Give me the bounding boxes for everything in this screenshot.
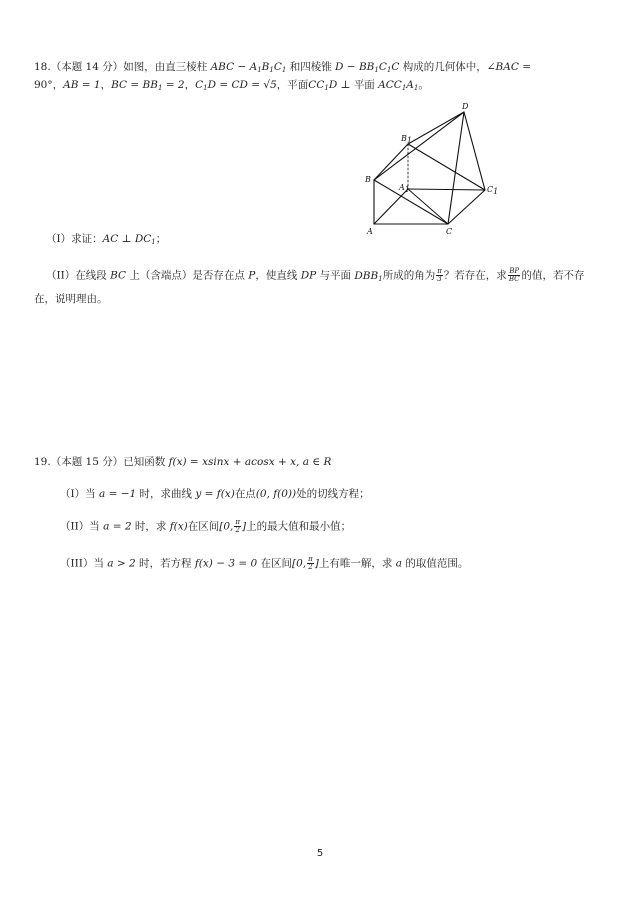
q18-part2-line-2: 在，说明理由。: [34, 293, 108, 305]
q18-part2-plane: $DBB_1$: [354, 269, 383, 283]
page-number: 5: [316, 848, 324, 859]
q19-function: f(x) = xsinx + acosx + x, a ∈ R: [168, 456, 332, 468]
q19-part3-label: （III）当: [60, 557, 108, 570]
q18-text: 90°，: [34, 79, 64, 91]
fraction-pi-3: $\frac{\pi}{3}$: [437, 267, 442, 283]
label-C: C: [446, 227, 453, 236]
q19-part2-label: （II）当: [60, 520, 104, 533]
q18-ab: AB = 1: [63, 79, 101, 91]
geometry-figure: [360, 100, 500, 240]
q19-number: 19.: [34, 456, 51, 468]
label-B1: B1: [401, 134, 412, 145]
q18-pyramid: $D - BB_1C_1C$: [335, 61, 400, 74]
q19-part2: （II）当 a = 2 时，求 f(x)在区间[0, $\frac{\pi}{2}$ ]上的最大值和最小值；: [60, 518, 352, 534]
q18-part1: （I）求证：AC ⊥ $DC_1$；: [46, 233, 167, 246]
q19-part3: （III）当 a > 2 时，若方程 f(x) − 3 = 0 在区间[0, $\frac{\pi}{2}$ ]上有唯一解，求 a 的取值范围。: [60, 555, 469, 571]
label-D: D: [462, 102, 469, 111]
q19-part1: （I）当 a = −1 时，求曲线 y = f(x)在点(0, f(0))处的切线方程；: [60, 488, 370, 500]
edge-DC: [448, 112, 464, 224]
q18-text: 构成的几何体中，: [399, 61, 487, 73]
edge-AA1: [374, 189, 408, 224]
q18-number: 18.: [34, 61, 51, 73]
q18-prism: ABC − $A_1B_1C_1$: [210, 61, 287, 74]
q18-angle: ∠BAC =: [486, 61, 532, 73]
edge-BB1: [374, 144, 408, 180]
edge-BC: [374, 180, 448, 224]
q18-score: （本题 14 分）: [50, 61, 124, 73]
edge-CC1: [448, 190, 485, 224]
q18-bc: BC = $BB_1 = 2$: [111, 79, 185, 92]
edge-DC1: [464, 112, 485, 190]
q19-score: （本题 15 分）: [50, 456, 124, 468]
q18-plane2: $ACC_1A_1$: [378, 79, 419, 92]
q18-part1-label: （I）求证：: [46, 233, 103, 245]
q18-text: 和四棱锥: [286, 61, 336, 73]
q18-text: 如图，由直三棱柱: [123, 61, 211, 73]
fraction-pi-2: $\frac{\pi}{2}$: [308, 555, 313, 571]
q18-c1d: $C_1D$ = CD = √5: [195, 79, 277, 92]
q18-part2-label: （II）在线段: [46, 269, 111, 282]
label-A1: A1: [399, 183, 410, 194]
label-A: A: [367, 227, 373, 236]
q19-line-1: 19.（本题 15 分）已知函数 f(x) = xsinx + acosx + x, a ∈ R: [34, 456, 332, 468]
label-C1: C1: [487, 185, 499, 196]
q18-plane1: $CC_1D$: [308, 79, 338, 92]
q18-line-2: 90°，AB = 1，BC = $BB_1 = 2$，$C_1D$ = CD = √5，平面$CC_1D$ ⊥ 平面 $ACC_1A_1$。: [34, 79, 429, 92]
edge-B1C1: [408, 144, 485, 190]
q18-part2-line-1: （II）在线段 BC 上（含端点）是否存在点 P，使直线 DP 与平面 $DBB_1$所成的角为 $\frac{\pi}{3}$ ？若存在，求 $\frac{BP}{BC}$ 的值，若不存: [46, 267, 585, 283]
q19-part1-label: （I）当: [60, 488, 99, 500]
q18-part1-math: AC ⊥ $DC_1$: [102, 233, 156, 246]
fraction-bp-bc: $\frac{BP}{BC}$: [508, 267, 520, 283]
q18-text: ，平面: [276, 79, 309, 91]
fraction-pi-2: $\frac{\pi}{2}$: [235, 518, 240, 534]
q18-line-1: [34, 60, 531, 77]
edge-A1C: [408, 189, 448, 224]
edge-B1D: [408, 112, 464, 144]
label-B: B: [365, 175, 371, 184]
edge-A1C1: [408, 189, 485, 190]
